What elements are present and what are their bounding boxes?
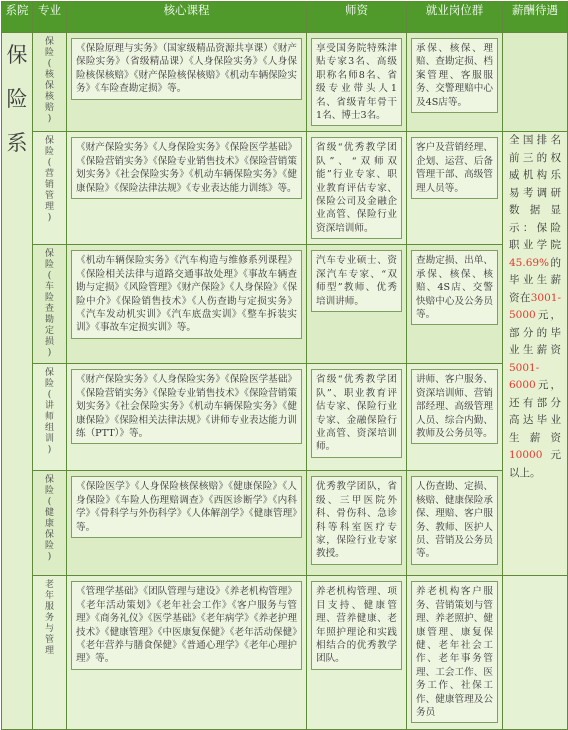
jobs-cell <box>407 471 503 576</box>
major-label-char: 核 <box>44 92 54 102</box>
major-label-char: ( <box>47 497 52 508</box>
major-label-char: 险 <box>44 48 54 58</box>
major-label-char: 保 <box>44 37 54 47</box>
major-label-char: 保 <box>44 368 54 379</box>
major-label-char: 险 <box>44 486 54 497</box>
header-faculty: 师资 <box>307 2 407 33</box>
courses-text: 《保险原理与实务》（国家级精品资源共享课）《财产保险实务》（省级精品课）《人身保险实务》《人身保险核保核赔》《财产保险核保核赔》《机动车辆保险实务》《车险查勘定损》等。 <box>71 38 302 100</box>
major-label-char: 险 <box>44 541 54 552</box>
salary-text: 元，还有部分高达毕业生薪资 <box>509 379 561 444</box>
major-cell <box>33 471 67 576</box>
salary-rate: 45.69% <box>509 256 550 269</box>
header-dept: 系院 <box>2 2 33 33</box>
jobs-text: 客户及营销经理、企划、运营、后备管理干部、高级管理人员等。 <box>411 137 498 199</box>
jobs-cell <box>407 245 503 364</box>
major-label-char: 保 <box>44 475 54 486</box>
major-label-char: 管 <box>44 191 54 202</box>
major-label-char: 查 <box>44 304 54 315</box>
table-row <box>2 471 568 576</box>
courses-cell <box>67 576 307 730</box>
major-label-char: 核 <box>44 70 54 80</box>
salary-range-high: 10000 <box>509 449 543 462</box>
header-courses: 核心课程 <box>67 2 307 33</box>
major-label-char: 康 <box>44 519 54 530</box>
major-label-char: ) <box>47 213 52 224</box>
faculty-cell <box>307 33 407 132</box>
salary-empty-cell <box>503 33 568 132</box>
salary-range-mid: 5001-6000 <box>509 361 540 392</box>
courses-text: 《管理学基础》《团队管理与建设》《养老机构管理》《老年活动策划》《老年社会工作》《客户服务与管理》《商务礼仪》《医学基础》《老年病学》《养老护理技术》《健康管理》《中医康复保健》《老年活动保健》《老年营养与膳食保健》《普通心理学》《老年心理护理》等。 <box>71 581 302 669</box>
table-row <box>2 364 568 471</box>
major-label-char: 理 <box>44 202 54 213</box>
faculty-text: 省级“优秀教学团队”、“双师双能”行业专家、职业教育评估专家、保险公司及金融企业高管、保险行业资深培训师。 <box>311 137 402 239</box>
major-label-char: 务 <box>44 613 54 624</box>
major-label-char: 销 <box>44 180 54 191</box>
jobs-cell <box>407 576 503 730</box>
faculty-cell <box>307 471 407 576</box>
major-label-char: 保 <box>44 81 54 91</box>
major-label-char: 定 <box>44 326 54 337</box>
major-cell <box>33 33 67 132</box>
faculty-cell <box>307 576 407 730</box>
header-major: 专业 <box>33 2 67 33</box>
major-label-char: ( <box>47 158 52 169</box>
salary-cell <box>503 132 568 576</box>
major-label-char: 与 <box>44 624 54 635</box>
major-label-char: 险 <box>44 293 54 304</box>
major-label-char: 服 <box>44 602 54 613</box>
faculty-cell <box>307 132 407 245</box>
major-label-char: 训 <box>44 434 54 445</box>
major-cell <box>33 576 67 730</box>
courses-text: 《保险医学》《人身保险核保核赔》《健康保险》《人身保险》《车险人伤理赔调查》《西医诊断学》《内科学》《骨科学与外伤科学》《人体解剖学》《健康管理》等。 <box>71 476 302 538</box>
salary-range-low: 3001-5000 <box>509 291 561 322</box>
major-cell <box>33 245 67 364</box>
courses-text: 《财产保险实务》《人身保险实务》《保险医学基础》《保险营销实务》《保险专业销售技术》《保险营销策划实务》《社会保险实务》《机动车辆保险实务》《健康保险》《保险相关法律法规》《讲师专业表达能力训练（PTT）》等。 <box>71 369 302 444</box>
major-label-char: 车 <box>44 282 54 293</box>
major-cell <box>33 364 67 471</box>
major-cell <box>33 132 67 245</box>
major-label-char: 险 <box>44 260 54 271</box>
major-label-char: 师 <box>44 412 54 423</box>
jobs-text: 人伤查勘、定损、核赔、健康保险承保、理赔、客户服务、教师、医护人员、营销及公务员等。 <box>411 476 498 564</box>
courses-cell <box>67 471 307 576</box>
table-row <box>2 33 568 132</box>
faculty-text: 养老机构管理、项目支持、健康管理、营养健康、老年照护理论和实践相结合的优秀教学团队。 <box>311 581 402 669</box>
courses-text: 《财产保险实务》《人身保险实务》《保险医学基础》《保险营销实务》《保险专业销售技术》《保险营销策划实务》《社会保险实务》《机动车辆保险实务》《健康保险》《保险法律法规》《专业表达能力训练》等。 <box>71 137 302 199</box>
table-row <box>2 245 568 364</box>
major-label-char: 损 <box>44 337 54 348</box>
major-label-char: 组 <box>44 423 54 434</box>
jobs-text: 讲师、客户服务、资深培训师、营销部经理、高级管理人员、综合内勤、教师及公务员等。 <box>411 369 498 444</box>
major-label-char: 健 <box>44 508 54 519</box>
department-char: 系 <box>6 131 28 155</box>
major-label-char: 管 <box>44 635 54 646</box>
table-row <box>2 132 568 245</box>
courses-cell <box>67 364 307 471</box>
major-label-char: 勘 <box>44 315 54 326</box>
salary-text: 全国排名前三的权威机构乐易考调研数据显示：保险职业学院 <box>509 134 561 252</box>
faculty-text: 享受国务院特殊津贴专家3名、高级职称名师8名、省级专业带头人1名、省级青年骨干1名、博士3名。 <box>311 38 402 126</box>
major-label-char: 赔 <box>44 103 54 113</box>
major-label-char: 理 <box>44 646 54 657</box>
jobs-cell <box>407 132 503 245</box>
header-row <box>2 2 568 33</box>
department-char: 保 <box>6 43 28 67</box>
jobs-cell <box>407 364 503 471</box>
major-label-char: ) <box>47 552 52 563</box>
table-row <box>2 576 568 730</box>
salary-empty-cell <box>503 576 568 730</box>
major-label-char: 保 <box>44 530 54 541</box>
jobs-text: 查勘定损、出单、承保、核保、核赔、4S店、交警快赔中心及公务员等。 <box>411 250 498 325</box>
courses-text: 《机动车辆保险实务》《汽车构造与维修系列课程》《保险相关法律与道路交通事故处理》《事故车辆查勘与定损》《风险管理》《财产保险》《人身保险》《保险中介》《保险销售技术》《人伤查勘与定损实务》《汽车发动机实训》《汽车底盘实训》《整车拆装实训》《事故车定损实训》等。 <box>71 250 302 338</box>
major-label-char: ( <box>47 271 52 282</box>
header-jobs: 就业岗位群 <box>407 2 503 33</box>
salary-text: 元，部分的毕业生薪资 <box>509 309 561 357</box>
major-label-char: 保 <box>44 136 54 147</box>
major-label-char: ( <box>47 390 52 401</box>
courses-cell <box>67 33 307 132</box>
courses-cell <box>67 245 307 364</box>
jobs-text: 养老机构客户服务、营销策划与管理、养老照护、健康管理、康复保健、老年社会工作、老年事务管理、工会工作、医务工作、社保工作、健康管理及公务员 <box>411 581 498 723</box>
header-salary: 薪酬待遇 <box>503 2 568 33</box>
jobs-text: 承保、核保、理赔、查勘定损、档案管理、客服服务、交警理赔中心及4S店等。 <box>411 38 498 113</box>
faculty-text: 汽车专业硕士、资深汽车专家、“双师型”教师、优秀培训讲师。 <box>311 250 402 312</box>
salary-text: 的毕业生薪资在 <box>509 256 561 304</box>
major-label-char: 营 <box>44 169 54 180</box>
faculty-text: 省级“优秀教学团队”、职业教育评估专家、保险行业专家、金融保险行业高管、资深培训师。 <box>311 369 402 457</box>
majors-table <box>1 1 568 730</box>
major-label-char: 险 <box>44 379 54 390</box>
courses-cell <box>67 132 307 245</box>
department-cell <box>2 33 33 730</box>
jobs-cell <box>407 33 503 132</box>
major-label-char: 老 <box>44 580 54 591</box>
major-label-char: ) <box>47 114 52 124</box>
major-label-char: 讲 <box>44 401 54 412</box>
major-label-char: ) <box>47 348 52 359</box>
faculty-text: 优秀教学团队，省级、三甲医院外科、骨伤科、急诊科等科室医疗专家，保险行业专家教授。 <box>311 476 402 564</box>
faculty-cell <box>307 364 407 471</box>
major-label-char: ( <box>47 59 52 69</box>
major-label-char: 险 <box>44 147 54 158</box>
major-label-char: 保 <box>44 249 54 260</box>
department-char: 险 <box>6 87 28 111</box>
major-label-char: 年 <box>44 591 54 602</box>
salary-text: 元以上。 <box>509 449 561 479</box>
major-label-char: ) <box>47 445 52 456</box>
faculty-cell <box>307 245 407 364</box>
